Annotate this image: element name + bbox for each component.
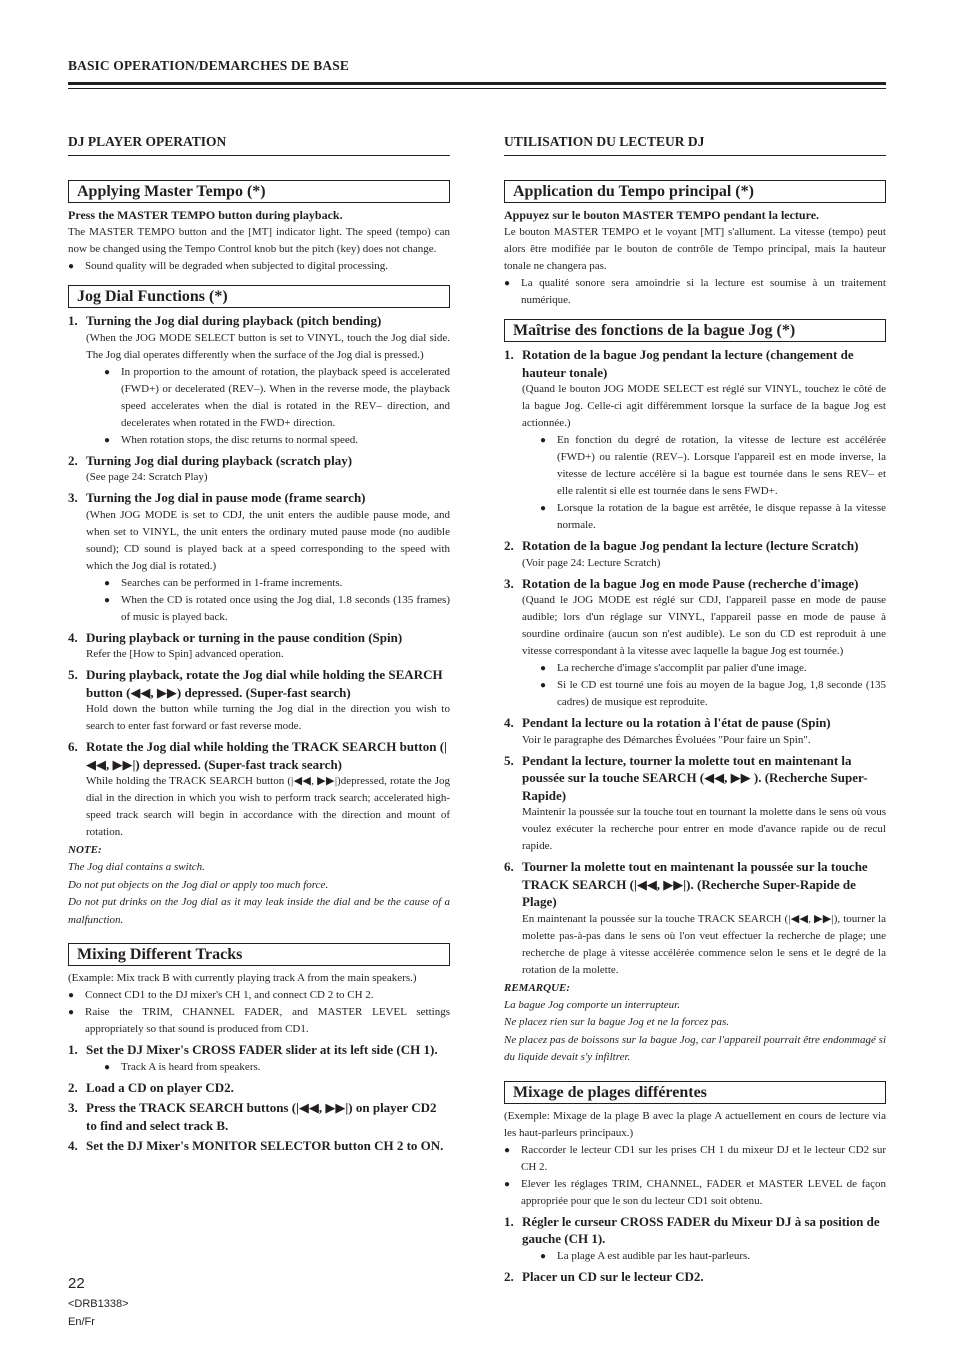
step-number: 6. (68, 739, 78, 754)
step-bullet: ● Si le CD est tourné une fois au moyen de la bague Jog, 1,8 seconde (135 cadres) de musique est reproduite. (540, 677, 886, 711)
step-bullets (68, 364, 450, 449)
step-bullet: ● La recherche d'image s'accomplit par palier d'une image. (540, 660, 886, 677)
step-number: 3. (68, 490, 78, 505)
step-heading-text: Pendant la lecture ou la rotation à l'état de pause (Spin) (522, 715, 831, 730)
step-heading (68, 738, 450, 773)
step-number: 2. (68, 452, 78, 468)
mixing-step-text: Set the DJ Mixer's CROSS FADER slider at its left side (CH 1). (86, 1042, 438, 1057)
mixing-step-bullet: ● La plage A est audible par les haut-parleurs. (540, 1248, 886, 1265)
note-line: Ne placez pas de boissons sur la bague Jog, car l'appareil pourrait être endommagé si du liquide devait s'y infiltrer. (504, 1033, 886, 1063)
french-column (504, 134, 886, 1285)
mixing-step-bullet: ● Track A is heard from speakers. (104, 1059, 450, 1076)
note-heading-fr: REMARQUE: (504, 981, 571, 994)
mixing-step-text: Press the TRACK SEARCH buttons (|◀◀, ▶▶|) on player CD2 to find and select track B. (86, 1100, 437, 1133)
step-heading (68, 452, 450, 470)
step-heading-text: Rotate the Jog dial while holding the TRACK SEARCH button (|◀◀, ▶▶|) depressed. (Super-fast track search) (86, 739, 447, 772)
doc-code: <DRB1338> (68, 1298, 129, 1310)
step-heading (504, 537, 886, 555)
step-heading (68, 489, 450, 507)
step-number: 1. (504, 347, 514, 362)
note-line: Ne placez rien sur la bague Jog et ne la forcez pas. (504, 1016, 730, 1028)
step-description: (When the JOG MODE SELECT button is set to VINYL, touch the Jog dial side. The Jog dial operates differently when the surface of the Jog dial is pressed.) (86, 331, 450, 361)
step-number: 3. (504, 575, 514, 591)
step-number: 4. (68, 1138, 78, 1153)
step-heading-text: During playback or turning in the pause condition (Spin) (86, 629, 403, 645)
master-tempo-body-fr: Le bouton MASTER TEMPO et le voyant [MT] s'allument. La vitesse (tempo) peut alors être modifiée par le bouton de contrôle de Tempo principal, mais la hauteur tonale ne changera pas. (504, 226, 886, 272)
mixing-bullets-fr (504, 1142, 886, 1210)
step-number: 6. (504, 859, 514, 874)
step-bullets (504, 432, 886, 534)
section-title-fr: UTILISATION DU LECTEUR DJ (504, 134, 886, 156)
step-heading-text: Rotation de la bague Jog pendant la lecture (changement de hauteur tonale) (522, 347, 854, 380)
step-heading (504, 346, 886, 381)
step-heading (504, 575, 886, 593)
step-heading-text: Rotation de la bague Jog pendant la lecture (lecture Scratch) (522, 538, 859, 553)
note-lines-fr (504, 997, 886, 1067)
mixing-step (68, 1137, 450, 1155)
mixing-bullet: ● Raccorder le lecteur CD1 sur les prises CH 1 du mixeur DJ et le lecteur CD2 sur CH 2. (504, 1142, 886, 1176)
jog-items (68, 312, 450, 841)
note-heading: NOTE: (68, 844, 102, 856)
mixing-step-text: Régler le curseur CROSS FADER du Mixeur DJ à sa position de gauche (CH 1). (522, 1213, 880, 1246)
mixing-steps (68, 1041, 450, 1155)
step-number: 5. (68, 667, 78, 682)
step-bullet: ● Searches can be performed in 1-frame increments. (104, 575, 450, 592)
master-tempo-instruction: Press the MASTER TEMPO button during playback. (68, 208, 343, 222)
step-number: 3. (68, 1100, 78, 1115)
step-description: Refer the [How to Spin] advanced operation. (86, 648, 284, 660)
step-heading-text: Turning the Jog dial during playback (pitch bending) (86, 313, 382, 328)
step-description: (When JOG MODE is set to CDJ, the unit enters the audible pause mode, and when set to VINYL, the unit enters the ordinary muted pause mode (no audible sound); CD sound is played back at a speed corresponding to the speed with which the Jog dial is rotated.) (86, 508, 450, 572)
step-number: 5. (504, 752, 514, 768)
step-heading (68, 666, 450, 701)
step-number: 4. (504, 715, 514, 730)
step-heading-text: Pendant la lecture, tourner la molette tout en maintenant la poussée sur la touche SEARCH (◀◀, ▶▶ ). (Recherche Super-Rapide) (522, 752, 868, 803)
jog-items-fr (504, 346, 886, 979)
mixing-step-text: Load a CD on player CD2. (86, 1079, 234, 1095)
step-heading (504, 714, 886, 732)
step-heading (504, 752, 886, 805)
page-header: BASIC OPERATION/DEMARCHES DE BASE (68, 58, 349, 73)
step-heading (68, 312, 450, 330)
language-code: En/Fr (68, 1316, 95, 1328)
master-tempo-instruction-fr: Appuyez sur le bouton MASTER TEMPO pendant la lecture. (504, 208, 820, 222)
step-bullets (504, 660, 886, 711)
header-rule-thin (68, 88, 886, 89)
mixing-bullet: ● Connect CD1 to the DJ mixer's CH 1, and connect CD 2 to CH 2. (68, 987, 450, 1004)
mixing-step-text: Set the DJ Mixer's MONITOR SELECTOR button CH 2 to ON. (86, 1138, 444, 1153)
header-rule-thick (68, 82, 886, 85)
step-number: 2. (68, 1079, 78, 1095)
note-line: The Jog dial contains a switch. (68, 861, 205, 873)
master-tempo-heading: Applying Master Tempo (*) (68, 180, 450, 203)
mixing-step-bullets (68, 1059, 450, 1076)
step-heading-text: During playback, rotate the Jog dial while holding the SEARCH button (◀◀, ▶▶) depressed. (Super-fast search) (86, 667, 443, 700)
mixing-bullets (68, 987, 450, 1038)
note-line: Do not put drinks on the Jog dial as it may leak inside the dial and be the cause of a malfunction. (68, 896, 450, 926)
note-line: Do not put objects on the Jog dial or apply too much force. (68, 878, 329, 891)
step-bullets (68, 575, 450, 626)
step-number: 1. (504, 1213, 514, 1229)
step-description: Hold down the button while turning the Jog dial in the direction you wish to search to enter fast forward or fast reverse mode. (86, 703, 450, 732)
step-heading (504, 858, 886, 911)
step-number: 1. (68, 1042, 78, 1057)
mixing-step (68, 1099, 450, 1134)
mixing-example-fr: (Exemple: Mixage de la plage B avec la plage A actuellement en cours de lecture via les haut-parleurs principaux.) (504, 1109, 886, 1139)
mixing-steps-fr (504, 1213, 886, 1286)
mixing-heading: Mixing Different Tracks (68, 943, 450, 966)
mixing-step (68, 1079, 450, 1097)
mixing-step (504, 1268, 886, 1286)
step-description: (See page 24: Scratch Play) (86, 471, 208, 483)
step-heading-text: Rotation de la bague Jog en mode Pause (recherche d'image) (522, 575, 859, 591)
step-number: 1. (68, 313, 78, 328)
step-number: 2. (504, 1268, 514, 1284)
step-description: Maintenir la poussée sur la touche tout en tournant la molette dans le sens où vous voulez exécuter la recherche pour entrer en mode d'avance rapide ou de recul rapide. (522, 806, 886, 852)
step-bullet: ● En fonction du degré de rotation, la vitesse de lecture est accélérée (FWD+) ou ralentie (REV–). Lorsque l'appareil est en mode inverse, la vitesse de lecture accélère si la bague est tournée dans le sens REV– et elle ralentit si elle est tournée dans le sens FWD+. (540, 432, 886, 500)
step-bullet: ● When rotation stops, the disc returns to normal speed. (104, 432, 450, 449)
step-heading-text: Tourner la molette tout en maintenant la poussée sur la touche TRACK SEARCH (|◀◀, ▶▶|). (Recherche Super-Rapide de Plage) (522, 859, 868, 909)
step-heading-text: Turning the Jog dial in pause mode (frame search) (86, 490, 366, 505)
page-number: 22 (68, 1275, 85, 1292)
step-description: (Quand le JOG MODE est réglé sur CDJ, l'appareil passe en mode de pause audible; lors d'un réglage sur VINYL, l'appareil passe en mode de pause à sourdine ordinaire (aucun son n'est audible). Le son du CD est reproduit à une vitesse correspondant à la vitesse avec laquelle la bague Jog est tournée.) (522, 594, 886, 657)
step-bullet: ● In proportion to the amount of rotation, the playback speed is accelerated (FWD+) or decelerated (REV–). When in the reverse mode, the playback speed accelerates when the dial is rotated in the REV– direction, and decelerates when rotated in the FWD+ direction. (104, 364, 450, 432)
jog-heading-fr: Maîtrise des fonctions de la bague Jog (*) (504, 319, 886, 342)
mixing-example: (Example: Mix track B with currently playing track A from the main speakers.) (68, 972, 417, 984)
mixing-heading-fr: Mixage de plages différentes (504, 1081, 886, 1104)
mixing-step (68, 1041, 450, 1059)
step-heading-text: Turning Jog dial during playback (scratch play) (86, 452, 353, 468)
step-bullet: ● When the CD is rotated once using the Jog dial, 1.8 seconds (135 frames) of music is played back. (104, 592, 450, 626)
mixing-step-text: Placer un CD sur le lecteur CD2. (522, 1268, 704, 1284)
mixing-bullet: ● Raise the TRIM, CHANNEL FADER, and MASTER LEVEL settings appropriately so that sound is produced from CD1. (68, 1004, 450, 1038)
step-description: (Voir page 24: Lecture Scratch) (522, 556, 661, 569)
step-description: (Quand le bouton JOG MODE SELECT est réglé sur VINYL, touchez le côté de la bague Jog. Celle-ci agit différemment lorsque la surface de la bague Jog est actionnée.) (522, 383, 886, 429)
master-tempo-heading-fr: Application du Tempo principal (*) (504, 180, 886, 203)
step-number: 4. (68, 629, 78, 645)
mixing-step-bullets (504, 1248, 886, 1265)
step-description: En maintenant la poussée sur la touche TRACK SEARCH (|◀◀, ▶▶|), tourner la molette pas-à-pas dans le sens où l'on veut effectuer la recherche de plage; une recherche de plage à vitesse accélérée commence selon le sens et le degré de la rotation de la molette. (522, 912, 886, 976)
step-description: Voir le paragraphe des Démarches Évoluées "Pour faire un Spin". (522, 733, 811, 746)
master-tempo-bullet: ● Sound quality will be degraded when subjected to digital processing. (68, 258, 450, 275)
master-tempo-body: The MASTER TEMPO button and the [MT] indicator light. The speed (tempo) can now be changed using the Tempo Control knob but the pitch (key) does not change. (68, 226, 450, 255)
note-line: La bague Jog comporte un interrupteur. (504, 998, 680, 1011)
step-description: While holding the TRACK SEARCH button (|◀◀, ▶▶|)depressed, rotate the Jog dial in the direction in which you wish to perform track search; accelerated high-speed track search will begin in accordance with the direction and mount of rotation. (86, 775, 450, 838)
mixing-bullet: ● Elever les réglages TRIM, CHANNEL, FADER et MASTER LEVEL de façon appropriée pour que le son du lecteur CD1 soit obtenu. (504, 1176, 886, 1210)
step-number: 2. (504, 538, 514, 553)
note-lines (68, 859, 450, 929)
step-bullet: ● Lorsque la rotation de la bague est arrêtée, le disque repasse à la vitesse normale. (540, 500, 886, 534)
step-heading (68, 629, 450, 647)
section-title: DJ PLAYER OPERATION (68, 134, 450, 156)
master-tempo-bullet-fr: ● La qualité sonore sera amoindrie si la lecture est soumise à un traitement numérique. (504, 275, 886, 309)
english-column (68, 134, 450, 1155)
mixing-step (504, 1213, 886, 1248)
jog-heading: Jog Dial Functions (*) (68, 285, 450, 308)
